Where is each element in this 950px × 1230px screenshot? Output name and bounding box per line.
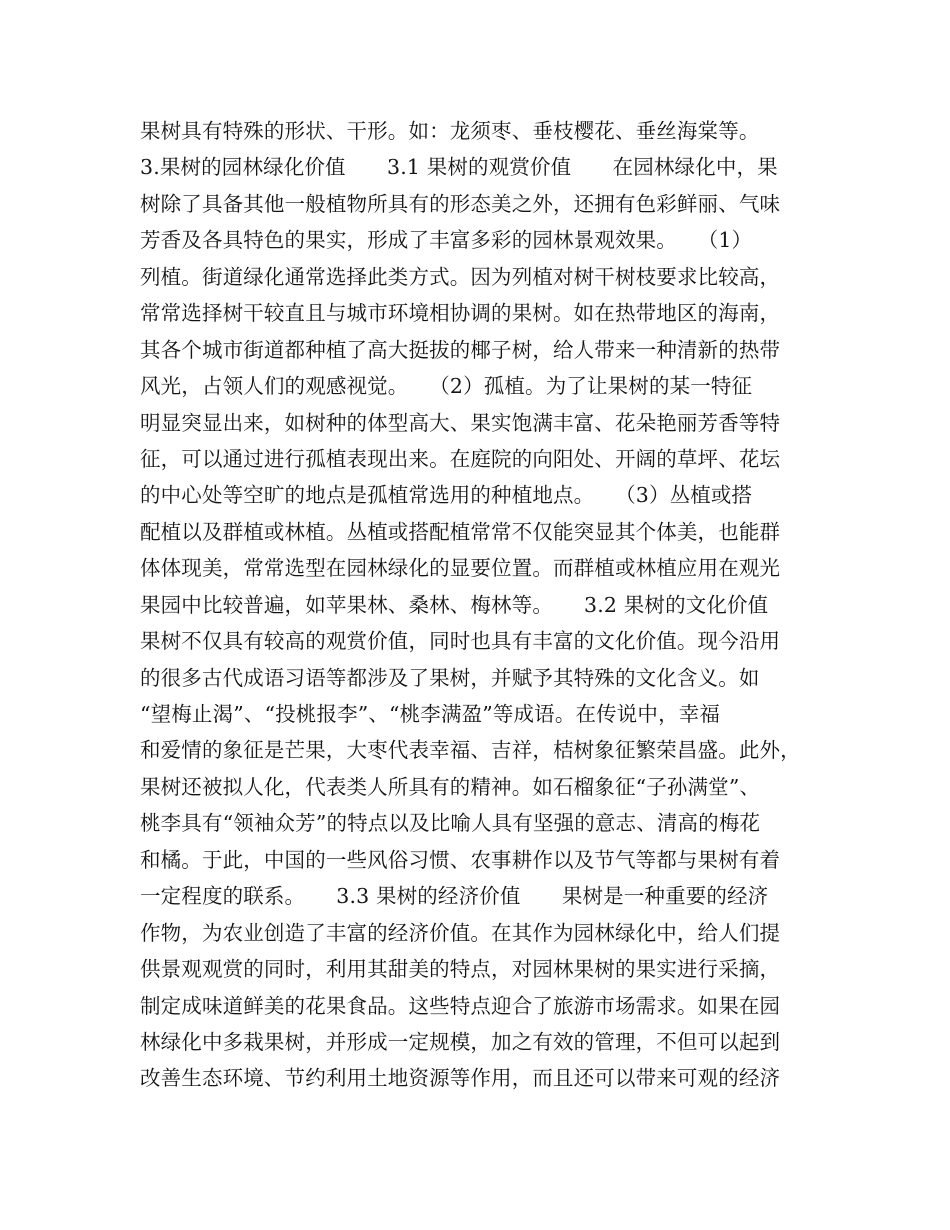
text-line: 果园中比较普遍，如苹果林、桑林、梅林等。 3.2 果树的文化价值 <box>140 592 769 617</box>
text-line: 制定成味道鲜美的花果食品。这些特点迎合了旅游市场需求。如果在园 <box>140 993 781 1018</box>
text-line: 树除了具备其他一般植物所具有的形态美之外，还拥有色彩鲜丽、气味 <box>140 191 781 216</box>
text-line: 征，可以通过进行孤植表现出来。在庭院的向阳处、开阔的草坪、花坛 <box>140 446 781 471</box>
text-line: 林绿化中多栽果树，并形成一定规模，加之有效的管理，不但可以起到 <box>140 1029 781 1054</box>
text-line: 桃李具有“领袖众芳”的特点以及比喻人具有坚强的意志、清高的梅花 <box>140 811 761 836</box>
text-line: 明显突显出来，如树种的体型高大、果实饱满丰富、花朵艳丽芳香等特 <box>140 410 781 435</box>
text-line: 果树具有特殊的形状、干形。如：龙须枣、垂枝樱花、垂丝海棠等。 <box>140 119 760 143</box>
text-line: 体体现美，常常选型在园林绿化的显要位置。而群植或林植应用在观光 <box>140 556 781 581</box>
text-line: 果树还被拟人化，代表类人所具有的精神。如石榴象征“子孙满堂”、 <box>140 774 761 799</box>
text-line: 和爱情的象征是芒果，大枣代表幸福、吉祥，桔树象征繁荣昌盛。此外， <box>140 738 801 763</box>
text-line: 一定程度的联系。 3.3 果树的经济价值 果树是一种重要的经济 <box>140 884 769 909</box>
body-text <box>140 113 840 1097</box>
text-line: 果树不仅具有较高的观赏价值，同时也具有丰富的文化价值。现今沿用 <box>140 629 781 654</box>
text-line: 和橘。于此，中国的一些风俗习惯、农事耕作以及节气等都与果树有着 <box>140 847 781 872</box>
text-line: “望梅止渴”、“投桃报李”、“桃李满盈”等成语。在传说中，幸福 <box>140 702 721 726</box>
text-line: 改善生态环境、节约利用土地资源等作用，而且还可以带来可观的经济 <box>140 1066 781 1091</box>
text-line: 供景观观赏的同时，利用其甜美的特点，对园林果树的果实进行采摘， <box>140 957 781 982</box>
text-line: 的很多古代成语习语等都涉及了果树，并赋予其特殊的文化含义。如 <box>140 665 760 690</box>
text-line: 常常选择树干较直且与城市环境相协调的果树。如在热带地区的海南， <box>140 301 781 326</box>
text-line: 芳香及各具特色的果实，形成了丰富多彩的园林景观效果。 （1） <box>140 228 753 253</box>
text-line: 作物，为农业创造了丰富的经济价值。在其作为园林绿化中，给人们提 <box>140 920 781 945</box>
text-line: 风光，占领人们的观感视觉。 （2）孤植。为了让果树的某一特征 <box>140 374 753 399</box>
text-line: 其各个城市街道都种植了高大挺拔的椰子树，给人带来一种清新的热带 <box>140 337 781 362</box>
text-line: 配植以及群植或林植。丛植或搭配植常常不仅能突显其个体美，也能群 <box>140 519 781 544</box>
text-line: 3.果树的园林绿化价值 3.1 果树的观赏价值 在园林绿化中，果 <box>140 155 778 180</box>
text-line: 的中心处等空旷的地点是孤植常选用的种植地点。 （3）丛植或搭 <box>140 483 753 508</box>
text-line: 列植。街道绿化通常选择此类方式。因为列植对树干树枝要求比较高， <box>140 264 781 289</box>
